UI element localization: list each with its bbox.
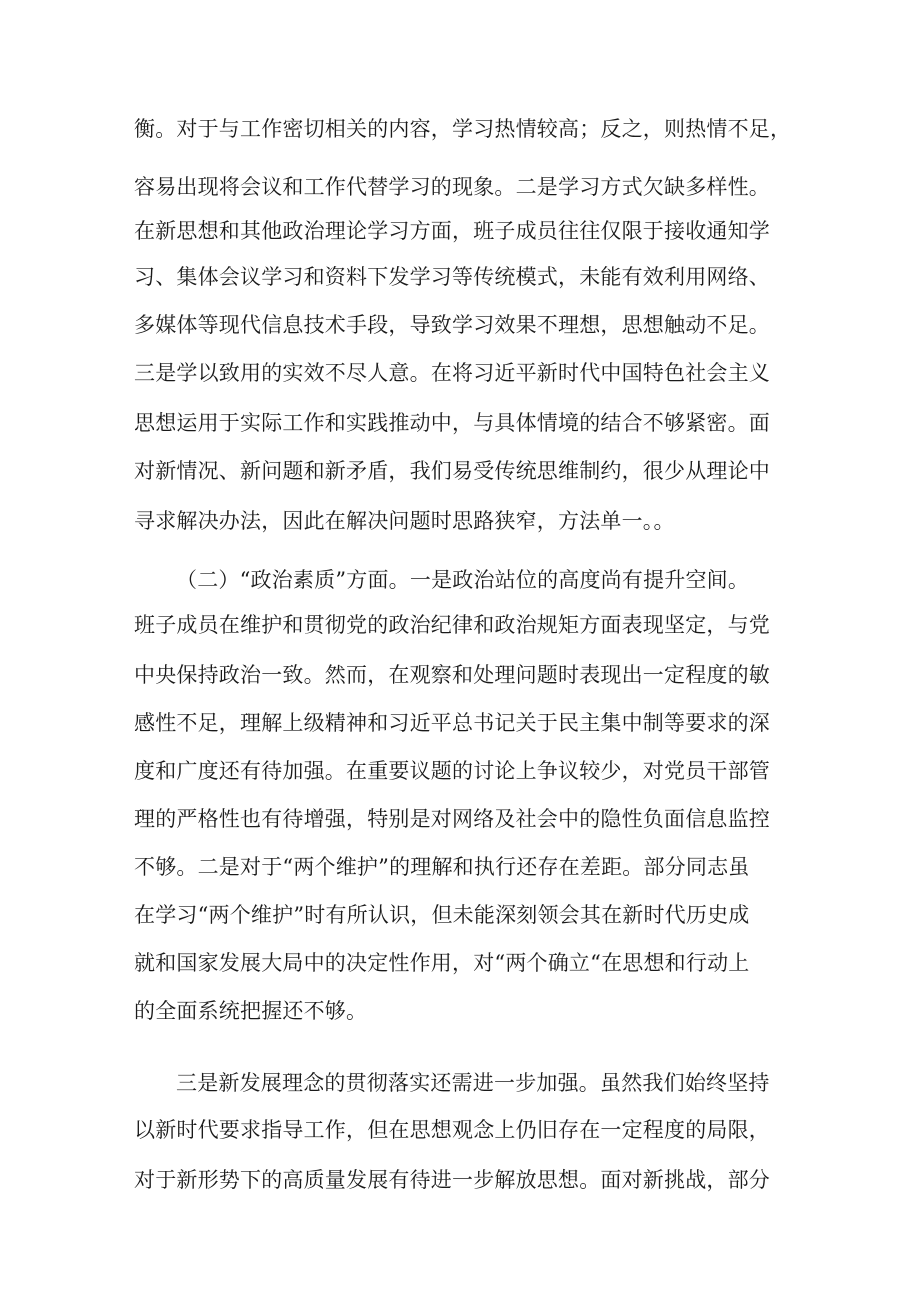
paragraph-line: 不够。二是对于“两个维护”的理解和执行还存在差距。部分同志虽	[134, 855, 750, 879]
paragraph-line: 三是学以致用的实效不尽人意。在将习近平新时代中国特色社会主义	[134, 361, 770, 385]
paragraph-line: 容易出现将会议和工作代替学习的现象。二是学习方式欠缺多样性。	[134, 175, 770, 199]
paragraph-line: 感性不足，理解上级精神和习近平总书记关于民主集中制等要求的深	[134, 711, 770, 735]
paragraph-line: 在新思想和其他政治理论学习方面，班子成员往往仅限于接收通知学	[134, 219, 770, 243]
paragraph-line: 班子成员在维护和贯彻党的政治纪律和政治规矩方面表现坚定，与党	[134, 613, 770, 637]
paragraph-line: 就和国家发展大局中的决定性作用，对“两个确立“在思想和行动上	[134, 951, 750, 975]
paragraph-line: 习、集体会议学习和资料下发学习等传统模式，未能有效利用网络、	[134, 265, 770, 289]
paragraph-line: 以新时代要求指导工作，但在思想观念上仍旧存在一定程度的局限，	[134, 1118, 770, 1142]
paragraph-line: 中央保持政治一致。然而，在观察和处理问题时表现出一定程度的敏	[134, 663, 770, 687]
paragraph-line: 衡。对于与工作密切相关的内容，学习热情较高；反之，则热情不足，	[134, 117, 792, 141]
paragraph-line: 理的严格性也有待增强，特别是对网络及社会中的隐性负面信息监控	[134, 807, 770, 831]
paragraph-line: 对新情况、新问题和新矛盾，我们易受传统思维制约，很少从理论中	[134, 459, 770, 483]
paragraph-line: 在学习“两个维护”时有所认识，但未能深刻领会其在新时代历史成	[134, 903, 750, 927]
paragraph-line: （二）“政治素质”方面。一是政治站位的高度尚有提升空间。	[176, 568, 750, 592]
paragraph-line: 的全面系统把握还不够。	[134, 999, 368, 1023]
paragraph-line: 思想运用于实际工作和实践推动中，与具体情境的结合不够紧密。面	[134, 411, 770, 435]
paragraph-line: 多媒体等现代信息技术手段，导致学习效果不理想，思想触动不足。	[134, 313, 770, 337]
paragraph-line: 度和广度还有待加强。在重要议题的讨论上争议较少，对党员干部管	[134, 759, 770, 783]
paragraph-line: 寻求解决办法，因此在解决问题时思路狭窄，方法单一。。	[134, 509, 675, 533]
paragraph-line: 对于新形势下的高质量发展有待进一步解放思想。面对新挑战，部分	[134, 1168, 770, 1192]
paragraph-line: 三是新发展理念的贯彻落实还需进一步加强。虽然我们始终坚持	[176, 1071, 770, 1095]
